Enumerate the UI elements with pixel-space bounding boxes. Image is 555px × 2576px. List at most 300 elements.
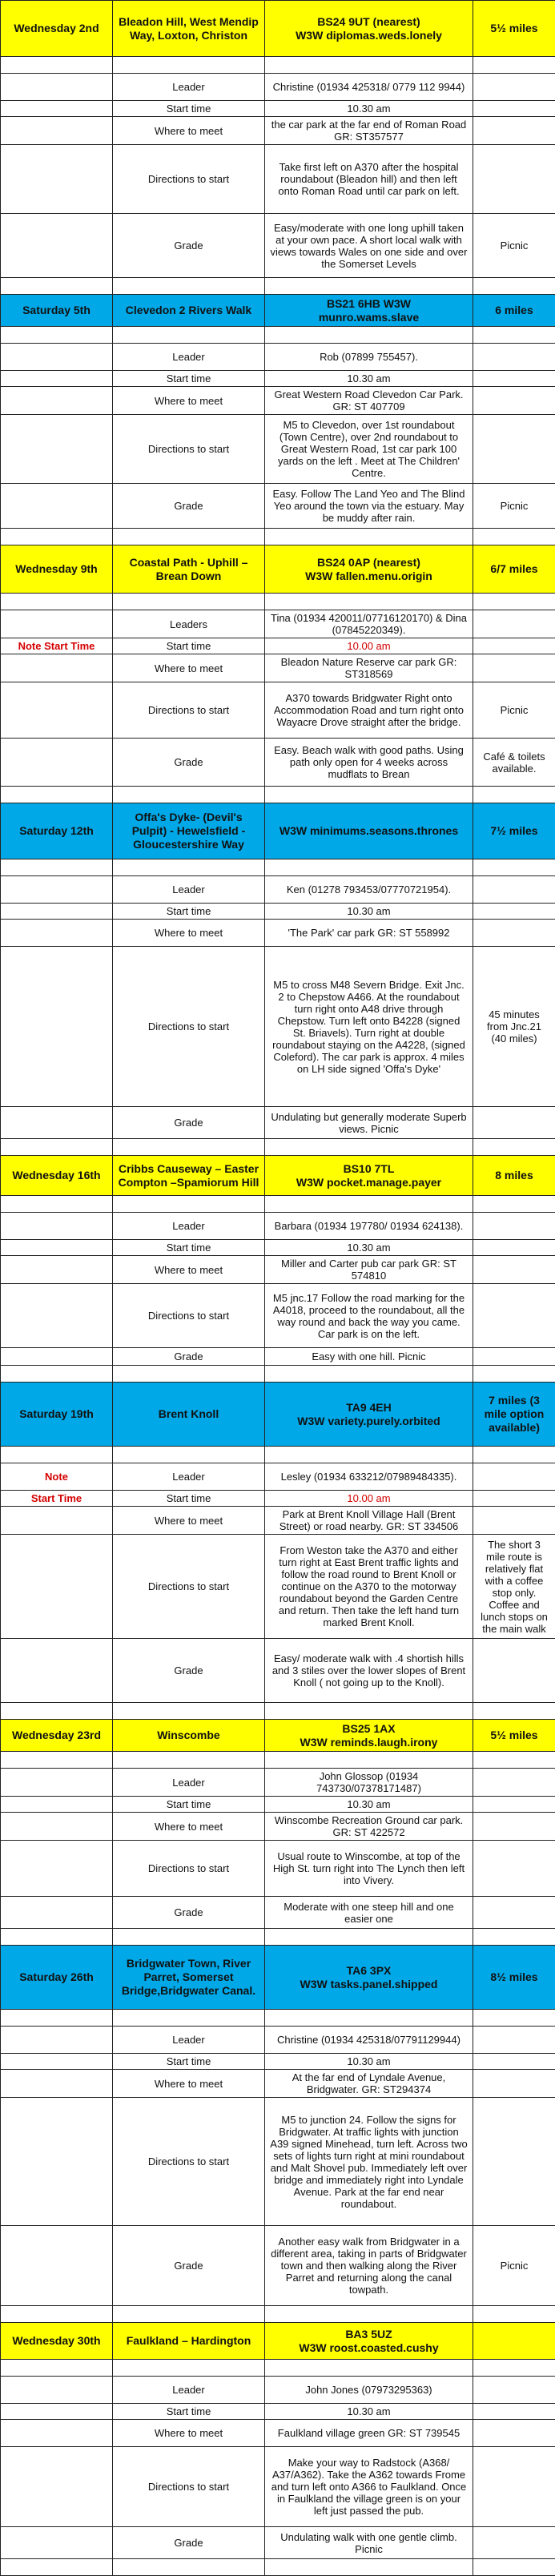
row-value: Christine (01934 425318/ 0779 112 9944) [265, 74, 473, 101]
spacer-row [1, 2360, 555, 2377]
detail-row [1, 484, 555, 529]
note-cell [1, 1769, 113, 1797]
row-value: Usual route to Winscombe, at top of the High St. turn right into The Lynch then left into Vivery. [265, 1841, 473, 1897]
walk-day: Wednesday 16th [1, 1156, 113, 1196]
side-note [473, 2070, 555, 2098]
walk-postcode: BS10 7TL W3W pocket.manage.payer [265, 1156, 473, 1196]
note-cell [1, 415, 113, 484]
spacer-cell [265, 57, 473, 74]
detail-row [1, 2527, 555, 2559]
spacer-cell [113, 1703, 265, 1720]
row-label: Directions to start [113, 415, 265, 484]
note-cell [1, 2070, 113, 2098]
row-value: Easy with one hill. Picnic [265, 1348, 473, 1366]
row-label: Grade [113, 1897, 265, 1929]
detail-row [1, 1639, 555, 1703]
walk-title: Coastal Path - Uphill – Brean Down [113, 545, 265, 594]
walk-title: Offa's Dyke- (Devil's Pulpit) - Hewelsfield - Gloucestershire Way [113, 803, 265, 859]
spacer-row [1, 594, 555, 610]
row-value: Barbara (01934 197780/ 01934 624138). [265, 1213, 473, 1240]
detail-row [1, 876, 555, 904]
spacer-cell [473, 594, 555, 610]
row-label: Directions to start [113, 2447, 265, 2527]
spacer-cell [265, 2010, 473, 2027]
detail-row [1, 1491, 555, 1507]
spacer-cell [1, 594, 113, 610]
spacer-cell [265, 859, 473, 876]
row-value: M5 to Clevedon, over 1st roundabout (Town Centre), over 2nd roundabout to Great Western Road, 1st car park 100 yards on the left . Meet at The Children' Centre. [265, 415, 473, 484]
side-note [473, 1639, 555, 1703]
walk-day: Saturday 19th [1, 1383, 113, 1447]
note-cell [1, 920, 113, 947]
spacer-cell [1, 787, 113, 803]
row-label: Start time [113, 1240, 265, 1256]
row-label: Leader [113, 876, 265, 904]
row-value: Park at Brent Knoll Village Hall (Brent Street) or road nearby. GR: ST 334506 [265, 1507, 473, 1535]
note-cell [1, 2377, 113, 2404]
side-note: Picnic [473, 2226, 555, 2306]
side-note [473, 1256, 555, 1284]
spacer-cell [265, 529, 473, 545]
side-note [473, 638, 555, 654]
note-cell [1, 387, 113, 415]
spacer-cell [473, 2306, 555, 2323]
row-label: Start time [113, 1491, 265, 1507]
row-value: Undulating but generally moderate Superb views. Picnic [265, 1107, 473, 1139]
walk-title: Winscombe [113, 1720, 265, 1752]
note-cell [1, 214, 113, 278]
note-cell [1, 2098, 113, 2226]
spacer-cell [1, 2559, 113, 2576]
row-label: Grade [113, 484, 265, 529]
row-value: 10.00 am [265, 638, 473, 654]
note-cell [1, 1535, 113, 1639]
detail-row [1, 1107, 555, 1139]
spacer-cell [473, 2559, 555, 2576]
detail-row [1, 920, 555, 947]
detail-row [1, 371, 555, 387]
row-value: Easy/moderate with one long uphill taken at your own pace. A short local walk with views towards Wales on one side and over the Somerset Levels [265, 214, 473, 278]
row-label: Directions to start [113, 1284, 265, 1348]
row-value: 10.30 am [265, 1240, 473, 1256]
walk-day: Wednesday 30th [1, 2323, 113, 2360]
row-value: M5 jnc.17 Follow the road marking for the A4018, proceed to the roundabout, all the way round and back the way you came. Car park is on the left. [265, 1284, 473, 1348]
row-value: 10.30 am [265, 101, 473, 117]
note-cell [1, 1107, 113, 1139]
detail-row [1, 1897, 555, 1929]
spacer-cell [113, 1196, 265, 1213]
note-cell [1, 2404, 113, 2420]
row-value: Easy/ moderate walk with .4 shortish hills and 3 stiles over the lower slopes of Brent Knoll ( not going up to the Knoll). [265, 1639, 473, 1703]
row-value: Christine (01934 425318/07791129944) [265, 2027, 473, 2054]
spacer-cell [473, 1196, 555, 1213]
row-value: 10.30 am [265, 904, 473, 920]
spacer-cell [473, 1366, 555, 1383]
spacer-cell [1, 2306, 113, 2323]
detail-row [1, 1769, 555, 1797]
spacer-cell [473, 57, 555, 74]
walk-day: Saturday 12th [1, 803, 113, 859]
row-value: John Glossop (01934 743730/07378171487) [265, 1769, 473, 1797]
note-cell [1, 344, 113, 371]
detail-row [1, 2404, 555, 2420]
walk-header-row [1, 1, 555, 57]
row-value: Rob (07899 755457). [265, 344, 473, 371]
note-cell [1, 1284, 113, 1348]
spacer-cell [1, 2360, 113, 2377]
spacer-row [1, 2559, 555, 2576]
walk-postcode: W3W minimums.seasons.thrones [265, 803, 473, 859]
spacer-cell [265, 278, 473, 295]
spacer-cell [1, 859, 113, 876]
side-note [473, 904, 555, 920]
row-label: Leader [113, 1463, 265, 1491]
side-note [473, 1348, 555, 1366]
row-label: Where to meet [113, 117, 265, 145]
row-label: Start time [113, 2404, 265, 2420]
walk-distance: 5½ miles [473, 1, 555, 57]
row-value: At the far end of Lyndale Avenue, Bridgwater. GR: ST294374 [265, 2070, 473, 2098]
spacer-cell [113, 529, 265, 545]
note-cell [1, 1639, 113, 1703]
detail-row [1, 638, 555, 654]
row-value: Faulkland village green GR: ST 739545 [265, 2420, 473, 2447]
spacer-row [1, 57, 555, 74]
spacer-row [1, 529, 555, 545]
note-cell [1, 654, 113, 682]
spacer-cell [473, 1929, 555, 1946]
note-cell [1, 2027, 113, 2054]
spacer-cell [1, 1366, 113, 1383]
side-note [473, 1463, 555, 1491]
row-value: Undulating walk with one gentle climb. Picnic [265, 2527, 473, 2559]
detail-row [1, 214, 555, 278]
row-value: Another easy walk from Bridgwater in a different area, taking in parts of Bridgwater town and then walking along the River Parret and returning along the canal towpath. [265, 2226, 473, 2306]
note-cell [1, 1240, 113, 1256]
walk-header-row [1, 1720, 555, 1752]
spacer-row [1, 327, 555, 344]
row-value: M5 to junction 24. Follow the signs for Bridgwater. At traffic lights with junction A39 signed Minehead, turn left. Across two sets of lights turn right at mini roundabout and Malt Shovel pub. Immediately left over bridge and immediately right into Lyndale Avenue. Park at the far end near roundabout. [265, 2098, 473, 2226]
detail-row [1, 947, 555, 1107]
note-cell: Note Start Time [1, 638, 113, 654]
spacer-row [1, 859, 555, 876]
row-label: Directions to start [113, 1841, 265, 1897]
note-cell [1, 876, 113, 904]
row-value: From Weston take the A370 and either turn right at East Brent traffic lights and follow the road round to Brent Knoll or continue on the A370 to the motorway roundabout beyond the Garden Centre and return. Then take the left hand turn marked Brent Knoll. [265, 1535, 473, 1639]
detail-row [1, 1535, 555, 1639]
spacer-row [1, 2010, 555, 2027]
walk-postcode: TA6 3PX W3W tasks.panel.shipped [265, 1946, 473, 2010]
note-cell [1, 1813, 113, 1841]
detail-row [1, 1463, 555, 1491]
spacer-cell [1, 2010, 113, 2027]
row-label: Grade [113, 739, 265, 787]
row-value: 10.30 am [265, 2054, 473, 2070]
detail-row [1, 1348, 555, 1366]
walk-distance: 6/7 miles [473, 545, 555, 594]
row-label: Directions to start [113, 682, 265, 739]
side-note [473, 610, 555, 638]
spacer-cell [1, 1703, 113, 1720]
spacer-cell [473, 327, 555, 344]
spacer-cell [473, 2010, 555, 2027]
row-value: Moderate with one steep hill and one easier one [265, 1897, 473, 1929]
row-value: A370 towards Bridgwater Right onto Accommodation Road and turn right onto Wayacre Drove straight after the bridge. [265, 682, 473, 739]
detail-row [1, 682, 555, 739]
note-cell [1, 1256, 113, 1284]
row-label: Directions to start [113, 2098, 265, 2226]
spacer-cell [473, 1752, 555, 1769]
row-label: Leaders [113, 610, 265, 638]
side-note [473, 1491, 555, 1507]
detail-row [1, 739, 555, 787]
detail-row [1, 2054, 555, 2070]
detail-row [1, 387, 555, 415]
row-label: Start time [113, 371, 265, 387]
side-note: Picnic [473, 682, 555, 739]
side-note [473, 74, 555, 101]
walk-postcode: BS24 0AP (nearest) W3W fallen.menu.origin [265, 545, 473, 594]
note-cell: Note [1, 1463, 113, 1491]
side-note [473, 1240, 555, 1256]
spacer-cell [113, 787, 265, 803]
spacer-cell [113, 1929, 265, 1946]
side-note [473, 2377, 555, 2404]
row-label: Directions to start [113, 1535, 265, 1639]
spacer-cell [113, 1447, 265, 1463]
row-label: Start time [113, 101, 265, 117]
walk-distance: 8½ miles [473, 1946, 555, 2010]
row-label: Grade [113, 2527, 265, 2559]
row-value: John Jones (07973295363) [265, 2377, 473, 2404]
row-value: Lesley (01934 633212/07989484335). [265, 1463, 473, 1491]
note-cell: Start Time [1, 1491, 113, 1507]
side-note [473, 654, 555, 682]
side-note [473, 2054, 555, 2070]
spacer-cell [1, 1752, 113, 1769]
row-value: Easy. Follow The Land Yeo and The Blind Yeo around the town via the estuary. May be muddy after rain. [265, 484, 473, 529]
side-note [473, 2420, 555, 2447]
detail-row [1, 2226, 555, 2306]
detail-row [1, 2098, 555, 2226]
row-value: 10.30 am [265, 2404, 473, 2420]
row-label: Leader [113, 344, 265, 371]
note-cell [1, 739, 113, 787]
side-note: Café & toilets available. [473, 739, 555, 787]
walk-distance: 6 miles [473, 295, 555, 327]
side-note [473, 387, 555, 415]
spacer-cell [1, 529, 113, 545]
row-label: Grade [113, 214, 265, 278]
spacer-cell [1, 1139, 113, 1156]
spacer-cell [473, 529, 555, 545]
side-note [473, 1284, 555, 1348]
spacer-cell [265, 1752, 473, 1769]
spacer-cell [113, 327, 265, 344]
spacer-cell [473, 2360, 555, 2377]
side-note [473, 145, 555, 214]
side-note [473, 2404, 555, 2420]
walk-title: Brent Knoll [113, 1383, 265, 1447]
detail-row [1, 904, 555, 920]
detail-row [1, 74, 555, 101]
detail-row [1, 117, 555, 145]
walk-postcode: TA9 4EH W3W variety.purely.orbited [265, 1383, 473, 1447]
detail-row [1, 101, 555, 117]
row-value: 10.30 am [265, 1797, 473, 1813]
detail-row [1, 145, 555, 214]
spacer-cell [265, 594, 473, 610]
row-value: M5 to cross M48 Severn Bridge. Exit Jnc. 2 to Chepstow A466. At the roundabout turn right onto A48 drive through Chepstow. Turn left onto B4228 (signed St. Briavels). Turn right at double roundabout staying on the A4228, (signed Coleford). The car park is approx. 4 miles on LH side signed 'Offa's Dyke' [265, 947, 473, 1107]
row-value: Easy. Beach walk with good paths. Using path only open for 4 weeks across mudflats to Brean [265, 739, 473, 787]
walk-header-row [1, 1156, 555, 1196]
row-label: Directions to start [113, 145, 265, 214]
side-note [473, 920, 555, 947]
walk-header-row [1, 1383, 555, 1447]
spacer-cell [265, 1703, 473, 1720]
row-label: Grade [113, 1107, 265, 1139]
side-note [473, 101, 555, 117]
side-note [473, 876, 555, 904]
detail-row [1, 654, 555, 682]
note-cell [1, 610, 113, 638]
note-cell [1, 1507, 113, 1535]
spacer-cell [265, 2360, 473, 2377]
side-note [473, 1107, 555, 1139]
row-label: Where to meet [113, 920, 265, 947]
note-cell [1, 1348, 113, 1366]
spacer-cell [113, 1366, 265, 1383]
spacer-cell [265, 2559, 473, 2576]
note-cell [1, 1213, 113, 1240]
row-label: Where to meet [113, 2070, 265, 2098]
note-cell [1, 2447, 113, 2527]
side-note [473, 1213, 555, 1240]
row-value: Ken (01278 793453/07770721954). [265, 876, 473, 904]
detail-row [1, 1256, 555, 1284]
row-label: Where to meet [113, 1256, 265, 1284]
spacer-cell [1, 278, 113, 295]
detail-row [1, 2027, 555, 2054]
side-note [473, 2098, 555, 2226]
walk-postcode: BS24 9UT (nearest) W3W diplomas.weds.lonely [265, 1, 473, 57]
row-label: Leader [113, 2377, 265, 2404]
walk-title: Faulkland – Hardington [113, 2323, 265, 2360]
note-cell [1, 2527, 113, 2559]
row-value: Take first left on A370 after the hospital roundabout (Bleadon hill) and then left onto Roman Road until car park on left. [265, 145, 473, 214]
walk-header-row [1, 2323, 555, 2360]
note-cell [1, 145, 113, 214]
side-note [473, 371, 555, 387]
side-note [473, 1813, 555, 1841]
row-value: 10.00 am [265, 1491, 473, 1507]
spacer-cell [113, 2010, 265, 2027]
walk-header-row [1, 295, 555, 327]
spacer-row [1, 2306, 555, 2323]
spacer-row [1, 1366, 555, 1383]
spacer-row [1, 1196, 555, 1213]
detail-row [1, 2447, 555, 2527]
row-label: Start time [113, 1797, 265, 1813]
spacer-cell [113, 1139, 265, 1156]
walk-distance: 8 miles [473, 1156, 555, 1196]
walk-day: Wednesday 2nd [1, 1, 113, 57]
detail-row [1, 1507, 555, 1535]
row-label: Start time [113, 904, 265, 920]
spacer-row [1, 1703, 555, 1720]
side-note: The short 3 mile route is relatively flat with a coffee stop only. Coffee and lunch stops on the main walk [473, 1535, 555, 1639]
side-note [473, 344, 555, 371]
spacer-cell [113, 594, 265, 610]
detail-row [1, 2377, 555, 2404]
spacer-row [1, 787, 555, 803]
row-label: Leader [113, 1769, 265, 1797]
spacer-cell [1, 57, 113, 74]
walk-postcode: BA3 5UZ W3W roost.coasted.cushy [265, 2323, 473, 2360]
note-cell [1, 484, 113, 529]
walk-postcode: BS21 6HB W3W munro.wams.slave [265, 295, 473, 327]
row-value: Tina (01934 420011/07716120170) & Dina (07845220349). [265, 610, 473, 638]
walk-title: Cribbs Causeway – Easter Compton –Spamiorum Hill [113, 1156, 265, 1196]
row-label: Where to meet [113, 387, 265, 415]
side-note: Picnic [473, 484, 555, 529]
row-value: Winscombe Recreation Ground car park. GR: ST 422572 [265, 1813, 473, 1841]
walk-day: Wednesday 23rd [1, 1720, 113, 1752]
spacer-row [1, 1752, 555, 1769]
spacer-cell [113, 278, 265, 295]
row-label: Where to meet [113, 654, 265, 682]
spacer-cell [265, 1929, 473, 1946]
walk-header-row [1, 545, 555, 594]
spacer-cell [473, 1703, 555, 1720]
spacer-cell [265, 327, 473, 344]
row-label: Leader [113, 1213, 265, 1240]
detail-row [1, 2420, 555, 2447]
detail-row [1, 415, 555, 484]
spacer-cell [113, 57, 265, 74]
detail-row [1, 1213, 555, 1240]
detail-row [1, 610, 555, 638]
row-label: Leader [113, 2027, 265, 2054]
walk-distance [473, 2323, 555, 2360]
detail-row [1, 1841, 555, 1897]
walk-header-row [1, 1946, 555, 2010]
spacer-cell [265, 1196, 473, 1213]
spacer-row [1, 278, 555, 295]
note-cell [1, 117, 113, 145]
row-value: the car park at the far end of Roman Road GR: ST357577 [265, 117, 473, 145]
side-note [473, 1507, 555, 1535]
row-value: Great Western Road Clevedon Car Park. GR: ST 407709 [265, 387, 473, 415]
row-label: Grade [113, 1639, 265, 1703]
spacer-cell [1, 1196, 113, 1213]
row-value: Miller and Carter pub car park GR: ST 574810 [265, 1256, 473, 1284]
spacer-cell [473, 1447, 555, 1463]
row-label: Grade [113, 1348, 265, 1366]
walk-day: Wednesday 9th [1, 545, 113, 594]
spacer-cell [265, 1366, 473, 1383]
walk-postcode: BS25 1AX W3W reminds.laugh.irony [265, 1720, 473, 1752]
walk-distance: 7 miles (3 mile option available) [473, 1383, 555, 1447]
row-value: Bleadon Nature Reserve car park GR: ST318569 [265, 654, 473, 682]
row-label: Where to meet [113, 2420, 265, 2447]
detail-row [1, 2070, 555, 2098]
walk-distance: 5½ miles [473, 1720, 555, 1752]
spacer-row [1, 1447, 555, 1463]
spacer-cell [113, 2306, 265, 2323]
row-label: Leader [113, 74, 265, 101]
note-cell [1, 101, 113, 117]
